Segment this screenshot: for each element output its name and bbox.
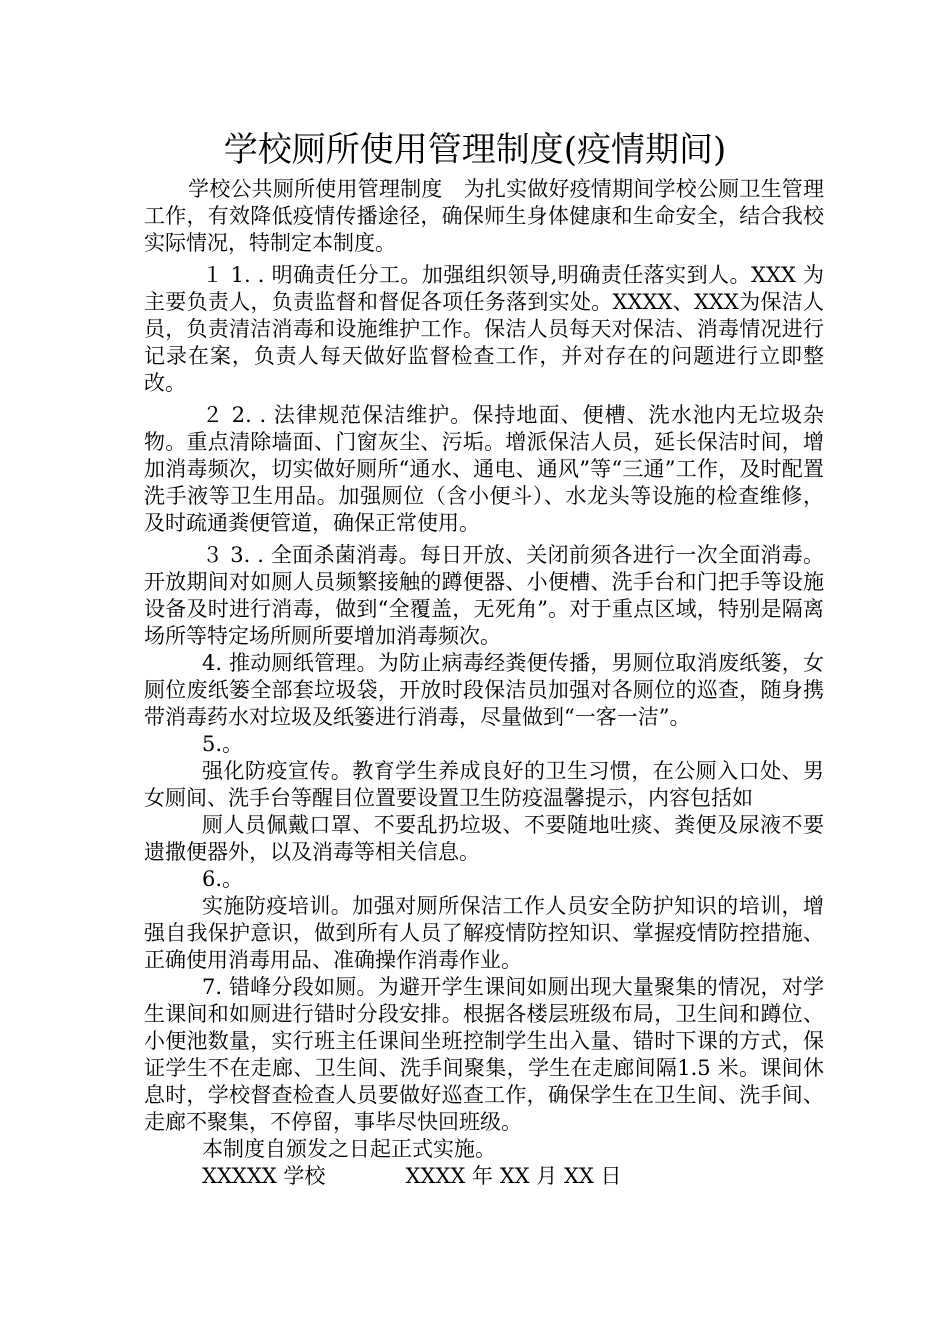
clause-2-paragraph: ２ 2. . 法律规范保洁维护。保持地面、便槽、洗水池内无垃圾杂物。重点清除墙面、门窗灰尘、污垢。增派保洁人员，延长保洁时间，增加消毒频次，切实做好厕所“通水、通电、通风”等“三通”工作，及时配置洗手液等卫生用品。加强厕位（含小便斗）、水龙头等设施的检查维修，及时疏通粪便管道，确保正常使用。	[144, 403, 824, 535]
clause-4-paragraph: 4. 推动厕纸管理。为防止病毒经粪便传播，男厕位取消废纸篓，女厕位废纸篓全部套垃圾袋，开放时段保洁员加强对各厕位的巡查，随身携带消毒药水对垃圾及纸篓进行消毒，尽量做到“一客一洁”。	[144, 651, 824, 729]
clause-5-number: 5.。	[202, 732, 244, 756]
clause-6-number: 6.。	[202, 867, 244, 891]
effective-statement: 本制度自颁发之日起正式实施。	[202, 1137, 496, 1161]
clause-3-paragraph: ３ 3. . 全面杀菌消毒。每日开放、关闭前须各进行一次全面消毒。开放期间对如厕人员频繁接触的蹲便器、小便槽、洗手台和门把手等设施设备及时进行消毒，做到“全覆盖，无死角”。对于重点区域，特别是隔离场所等特定场所厕所要增加消毒频次。	[144, 543, 824, 648]
signature-date: XXXX 年 XX 月 XX 日	[405, 1164, 622, 1188]
clause-6-paragraph: 实施防疫培训。加强对厕所保洁工作人员安全防护知识的培训，增强自我保护意识，做到所有人员了解疫情防控知识、掌握疫情防控措施、正确使用消毒用品、准确操作消毒作业。	[144, 894, 824, 972]
signature-line	[144, 1163, 824, 1190]
clause-5-continuation: 厕人员佩戴口罩、不要乱扔垃圾、不要随地吐痰、粪便及尿液不要遗撒便器外，以及消毒等相关信息。	[144, 813, 824, 864]
clause-1-paragraph: １ 1. . 明确责任分工。加强组织领导,明确责任落实到人。XXX 为主要负责人，负责监督和督促各项任务落到实处。XXXX、XXX为保洁人员，负责清洁消毒和设施维护工作。保洁人员每天对保洁、消毒情况进行记录在案，负责人每天做好监督检查工作，并对存在的问题进行立即整改。	[144, 263, 824, 395]
document-title: 学校厕所使用管理制度(疫情期间)	[223, 130, 727, 170]
signature-school: XXXXX 学校	[202, 1164, 326, 1188]
clause-7-paragraph: 7. 错峰分段如厕。为避开学生课间如厕出现大量聚集的情况，对学生课间和如厕进行错时分段安排。根据各楼层班级布局，卫生间和蹲位、小便池数量，实行班主任课间坐班控制学生出入量、错时下课的方式，保证学生不在走廊、卫生间、洗手间聚集，学生在走廊间隔1.5 米。课间休息时，学校督查检查人员要做好巡查工作，确保学生在卫生间、洗手间、走廊不聚集，不停留，事毕尽快回班级。	[144, 975, 824, 1134]
clause-5-paragraph: 强化防疫宣传。教育学生养成良好的卫生习惯，在公厕入口处、男女厕间、洗手台等醒目位置要设置卫生防疫温馨提示，内容包括如	[144, 759, 824, 810]
document-body	[144, 176, 824, 1190]
intro-paragraph: 学校公共厕所使用管理制度 为扎实做好疫情期间学校公厕卫生管理工作，有效降低疫情传播途径，确保师生身体健康和生命安全，结合我校实际情况，特制定本制度。	[144, 177, 824, 255]
